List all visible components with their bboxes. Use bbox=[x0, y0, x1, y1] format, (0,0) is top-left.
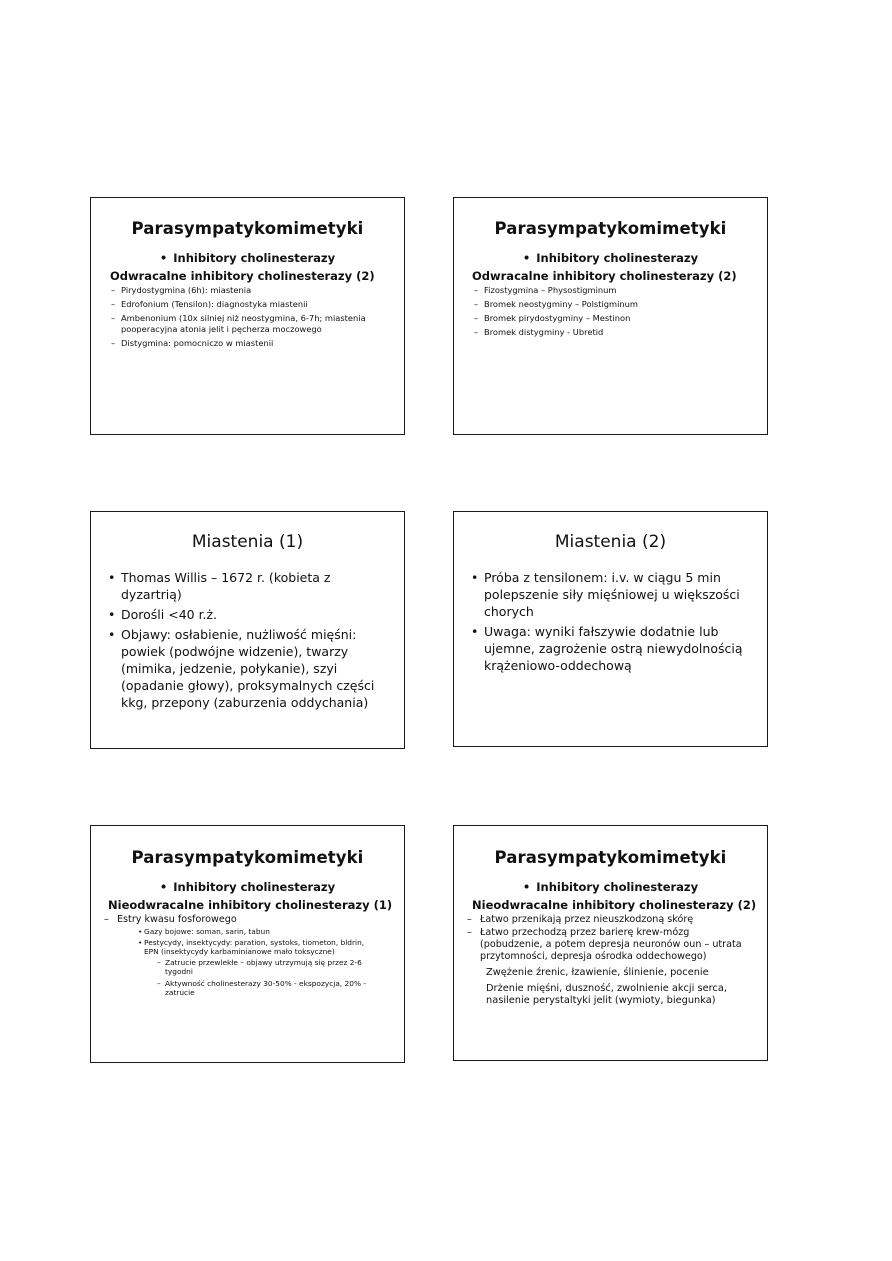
list-item: – Zatrucie przewlekłe – objawy utrzymują się przez 2-6 tygodni bbox=[91, 958, 374, 977]
list-item: – Łatwo przenikają przez nieuszkodzoną skórę bbox=[454, 914, 753, 926]
list-item: – Estry kwasu fosforowego bbox=[91, 914, 394, 926]
slide-bullet: • Inhibitory cholinesterazy bbox=[454, 251, 767, 265]
slide-4 bbox=[453, 511, 768, 747]
slide-2 bbox=[453, 197, 768, 435]
slide-subsublist bbox=[91, 958, 374, 998]
slide-list bbox=[91, 914, 394, 926]
slide-sublist bbox=[91, 927, 374, 957]
slide-subhead: Odwracalne inhibitory cholinesterazy (2) bbox=[472, 269, 737, 283]
slide-bullet: • Inhibitory cholinesterazy bbox=[454, 880, 767, 894]
slide-bullet: • Inhibitory cholinesterazy bbox=[91, 251, 404, 265]
list-item: • Uwaga: wyniki fałszywie dodatnie lub ujemne, zagrożenie ostrą niewydolnością krążeniowo-oddechową bbox=[454, 623, 749, 674]
slide-title: Parasympatykomimetyki bbox=[494, 848, 727, 867]
slide-title: Parasympatykomimetyki bbox=[131, 219, 364, 238]
list-item: – Bromek pirydostygminy – Mestinon bbox=[468, 313, 767, 324]
slide-1 bbox=[90, 197, 405, 435]
list-item: – Bromek neostygminy – Polstigminum bbox=[468, 299, 767, 310]
slide-subhead: Odwracalne inhibitory cholinesterazy (2) bbox=[110, 269, 375, 283]
slide-5 bbox=[90, 825, 405, 1063]
slide-6 bbox=[453, 825, 768, 1061]
slide-list bbox=[454, 569, 749, 674]
list-item: – Pirydostygmina (6h): miastenia bbox=[105, 285, 392, 296]
list-item: – Łatwo przechodzą przez barierę krew-mózg (pobudzenie, a potem depresja neuronów oun – utrata przytomności, depresja ośrodka oddechowego) bbox=[454, 927, 753, 963]
slide-list bbox=[91, 285, 392, 349]
slide-bullet: • Inhibitory cholinesterazy bbox=[91, 880, 404, 894]
slide-list bbox=[454, 914, 753, 963]
list-item: – Bromek distygminy - Ubretid bbox=[468, 327, 767, 338]
list-item: – Fizostygmina – Physostigminum bbox=[468, 285, 767, 296]
list-item: – Distygmina: pomocniczo w miastenii bbox=[105, 338, 392, 349]
list-item: – Aktywność cholinesterazy 30-50% - ekspozycja, 20% - zatrucie bbox=[91, 979, 374, 998]
list-item: • Gazy bojowe: soman, sarin, tabun bbox=[91, 927, 374, 937]
slide-title: Parasympatykomimetyki bbox=[494, 219, 727, 238]
list-item: – Ambenonium (10x silniej niż neostygmina, 6-7h; miastenia pooperacyjna atonia jelit i pęcherza moczowego bbox=[105, 313, 392, 335]
slide-subhead: Nieodwracalne inhibitory cholinesterazy (2) bbox=[472, 898, 757, 912]
slide-title: Miastenia (1) bbox=[191, 532, 304, 552]
list-item: • Dorośli <40 r.ż. bbox=[91, 606, 390, 623]
slide-list bbox=[91, 569, 390, 711]
list-item: • Thomas Willis – 1672 r. (kobieta z dyzartrią) bbox=[91, 569, 390, 603]
list-item: • Próba z tensilonem: i.v. w ciągu 5 min polepszenie siły mięśniowej u większości chorych bbox=[454, 569, 749, 620]
slide-text: Drżenie mięśni, duszność, zwolnienie akcji serca, nasilenie perystaltyki jelit (wymioty, biegunka) bbox=[486, 983, 727, 1006]
slide-subhead: Nieodwracalne inhibitory cholinesterazy (1) bbox=[108, 898, 393, 912]
list-item: • Pestycydy, insektycydy: paration, systoks, tiometon, bldrin, EPN (insektycydy karbaminianowe mało toksyczne) bbox=[91, 938, 374, 957]
slide-list bbox=[454, 285, 767, 338]
list-item: – Edrofonium (Tensilon): diagnostyka miastenii bbox=[105, 299, 392, 310]
list-item: • Objawy: osłabienie, nużliwość mięśni: powiek (podwójne widzenie), twarzy (mimika, jedzenie, połykanie), szyi (opadanie głowy), proksymalnych części kkg, przepony (zaburzenia oddychania) bbox=[91, 626, 390, 711]
slide-3 bbox=[90, 511, 405, 749]
slide-text: Zwężenie źrenic, łzawienie, ślinienie, pocenie bbox=[486, 967, 709, 978]
slide-title: Parasympatykomimetyki bbox=[131, 848, 364, 867]
slide-title: Miastenia (2) bbox=[554, 532, 667, 552]
